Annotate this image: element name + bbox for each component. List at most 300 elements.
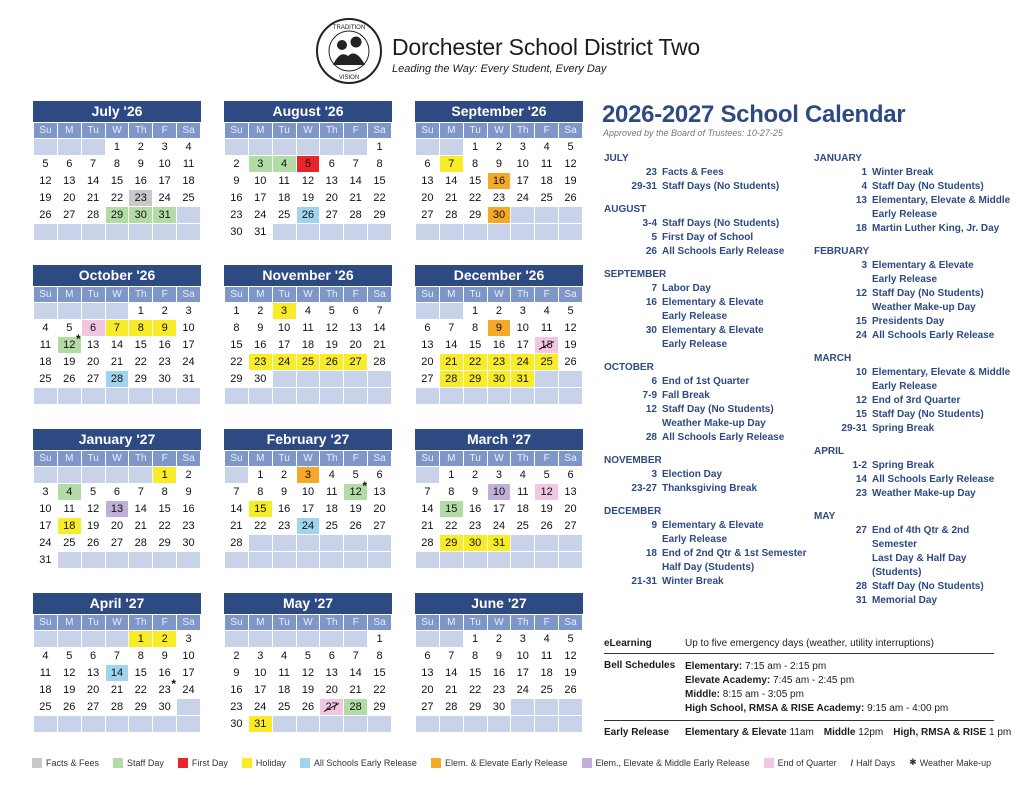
empty-cell	[559, 371, 583, 388]
weekday-header: Sa	[368, 451, 392, 467]
day-cell: 21	[439, 190, 463, 207]
event-date: 7-9	[642, 390, 657, 401]
month-calendar	[415, 101, 583, 241]
empty-cell	[439, 631, 463, 648]
early-school: Elementary & Elevate	[685, 727, 787, 738]
weekday-header: F	[535, 287, 559, 303]
empty-cell	[177, 224, 201, 241]
legend-swatch	[32, 758, 42, 768]
day-cell: 15	[368, 173, 392, 190]
day-cell: 13	[344, 320, 368, 337]
month-title: March '27	[415, 429, 583, 450]
event-item	[604, 338, 809, 352]
empty-cell	[177, 388, 201, 405]
empty-cell	[320, 224, 344, 241]
day-cell: 4	[272, 648, 296, 665]
empty-cell	[344, 371, 368, 388]
event-date: 3	[861, 260, 867, 271]
weekday-header: Th	[511, 615, 535, 631]
day-cell: 5	[296, 156, 320, 173]
day-cell: 24	[511, 190, 535, 207]
day-cell: 3	[272, 303, 296, 320]
legend-item	[178, 758, 228, 768]
day-cell: 31	[153, 207, 177, 224]
day-cell: 10	[511, 156, 535, 173]
day-cell: 14	[81, 173, 105, 190]
event-item	[814, 524, 1014, 552]
weekday-header: Th	[320, 615, 344, 631]
event-date: 12	[645, 404, 657, 415]
event-date: 26	[645, 246, 657, 257]
empty-cell	[34, 467, 58, 484]
empty-cell	[272, 139, 296, 156]
empty-cell	[368, 388, 392, 405]
day-cell: 10	[153, 156, 177, 173]
day-cell: 15	[225, 337, 249, 354]
month-table	[224, 122, 392, 241]
month-calendar	[33, 265, 201, 405]
empty-cell	[511, 716, 535, 733]
event-text: Labor Day	[662, 283, 711, 294]
day-cell: 18	[34, 354, 58, 371]
event-text: Last Day & Half Day (Students)	[872, 553, 967, 578]
weekday-header: F	[344, 451, 368, 467]
empty-cell	[105, 631, 129, 648]
day-cell: 10	[487, 484, 511, 501]
day-cell: 8	[463, 156, 487, 173]
empty-cell	[535, 371, 559, 388]
empty-cell	[320, 139, 344, 156]
event-text: Early Release	[872, 209, 938, 220]
event-item	[604, 231, 809, 245]
month-table	[224, 286, 392, 405]
elearning-label: eLearning	[604, 638, 652, 649]
event-item	[604, 324, 809, 338]
day-cell: 8	[368, 156, 392, 173]
day-cell: 3	[34, 484, 58, 501]
day-cell: 24	[487, 518, 511, 535]
day-cell: 23	[463, 518, 487, 535]
empty-cell	[463, 716, 487, 733]
day-cell: 4	[320, 467, 344, 484]
empty-cell	[81, 552, 105, 569]
day-cell: 12	[559, 320, 583, 337]
day-cell: 21	[439, 354, 463, 371]
day-cell: 30	[248, 371, 272, 388]
day-cell: 9	[272, 484, 296, 501]
day-cell: 17	[34, 518, 58, 535]
day-cell: 26	[296, 207, 320, 224]
event-text: Staff Days (No Students)	[662, 181, 780, 192]
event-text: Weather Make-up Day	[872, 302, 976, 313]
early-school: Middle	[823, 727, 856, 738]
day-cell: 23	[177, 518, 201, 535]
day-cell: 1	[463, 303, 487, 320]
legend-swatch	[582, 758, 592, 768]
event-date: 21-31	[631, 576, 657, 587]
event-item	[604, 468, 809, 482]
event-section-title: MAY	[814, 511, 836, 522]
legend-label: Facts & Fees	[46, 757, 100, 768]
day-cell: 1	[248, 467, 272, 484]
legend-swatch	[242, 758, 252, 768]
bell-schedules-row	[604, 660, 994, 716]
event-text: Staff Day (No Students)	[872, 581, 984, 592]
day-cell: 8	[129, 320, 153, 337]
event-item	[604, 417, 809, 431]
day-cell: 14	[416, 501, 440, 518]
weekday-header: M	[439, 123, 463, 139]
weekday-header: Su	[225, 451, 249, 467]
day-cell: 25	[34, 371, 58, 388]
empty-cell	[559, 552, 583, 569]
event-section-title: JULY	[604, 153, 629, 164]
empty-cell	[153, 716, 177, 733]
day-cell: 19	[296, 190, 320, 207]
day-cell: 18	[320, 501, 344, 518]
day-cell: 26	[81, 535, 105, 552]
day-cell: 28	[81, 207, 105, 224]
day-cell: 9	[153, 648, 177, 665]
event-date: 12	[855, 288, 867, 299]
day-cell: 27	[416, 371, 440, 388]
day-cell: 5	[296, 648, 320, 665]
empty-cell	[535, 716, 559, 733]
day-cell: 16	[487, 337, 511, 354]
day-cell: 12	[559, 648, 583, 665]
event-date: 14	[855, 474, 867, 485]
empty-cell	[368, 716, 392, 733]
day-cell: 11	[272, 665, 296, 682]
day-cell: 11	[272, 173, 296, 190]
weekday-header: M	[57, 451, 81, 467]
legend-label: End of Quarter	[777, 757, 837, 768]
event-item	[604, 389, 809, 403]
day-cell: 30	[177, 535, 201, 552]
day-cell: 14	[344, 173, 368, 190]
day-cell: 7	[344, 156, 368, 173]
empty-cell	[129, 224, 153, 241]
day-cell: 8	[368, 648, 392, 665]
empty-cell	[320, 371, 344, 388]
month-calendar	[33, 429, 201, 569]
event-item	[604, 561, 809, 575]
weekday-header: Tu	[81, 451, 105, 467]
event-item	[814, 287, 1014, 301]
weekday-header: Tu	[272, 451, 296, 467]
empty-cell	[296, 535, 320, 552]
event-text: Early Release	[662, 339, 728, 350]
district-seal-logo	[316, 18, 382, 84]
day-cell: 14	[129, 501, 153, 518]
early-release-label: Early Release	[604, 727, 670, 738]
weekday-header: Tu	[81, 615, 105, 631]
empty-cell	[272, 716, 296, 733]
month-calendar	[224, 593, 392, 733]
event-item	[814, 394, 1014, 408]
event-date: 23	[855, 488, 867, 499]
weekday-header: W	[487, 615, 511, 631]
event-date: 5	[651, 232, 657, 243]
event-text: All Schools Early Release	[662, 432, 785, 443]
empty-cell	[320, 535, 344, 552]
empty-cell	[81, 716, 105, 733]
day-cell: 4	[296, 303, 320, 320]
empty-cell	[439, 303, 463, 320]
day-cell: 30	[487, 371, 511, 388]
weekday-header: F	[153, 451, 177, 467]
empty-cell	[57, 716, 81, 733]
weekday-header: W	[487, 451, 511, 467]
day-cell: 13	[320, 173, 344, 190]
month-table	[415, 614, 583, 733]
day-cell: 2	[129, 139, 153, 156]
day-cell: 19	[559, 173, 583, 190]
empty-cell	[177, 207, 201, 224]
empty-cell	[105, 388, 129, 405]
day-cell: 13	[416, 337, 440, 354]
day-cell: 22	[129, 354, 153, 371]
weekday-header: Tu	[463, 451, 487, 467]
weekday-header: Tu	[272, 123, 296, 139]
day-cell: 19	[57, 682, 81, 699]
event-date	[604, 561, 662, 575]
day-cell: 7	[225, 484, 249, 501]
day-cell: 22	[368, 190, 392, 207]
empty-cell	[296, 224, 320, 241]
weekday-header: Sa	[368, 287, 392, 303]
day-cell: 13	[559, 484, 583, 501]
event-item	[814, 259, 1014, 273]
day-cell: 8	[463, 320, 487, 337]
day-cell: 19	[34, 190, 58, 207]
day-cell: 21	[105, 354, 129, 371]
day-cell: 29	[463, 371, 487, 388]
day-cell: 1	[129, 303, 153, 320]
empty-cell	[34, 224, 58, 241]
event-text: Spring Break	[872, 460, 935, 471]
day-cell: 22	[463, 190, 487, 207]
day-cell: 9	[153, 320, 177, 337]
weekday-header: F	[344, 287, 368, 303]
month-calendar	[415, 429, 583, 569]
day-cell: 2	[225, 648, 249, 665]
day-cell: 29	[439, 535, 463, 552]
day-cell: 18	[535, 173, 559, 190]
day-cell: 30	[225, 716, 249, 733]
day-cell: 22	[153, 518, 177, 535]
day-cell: 24	[248, 699, 272, 716]
day-cell: 26	[559, 354, 583, 371]
day-cell: 27	[57, 207, 81, 224]
day-cell: 17	[248, 682, 272, 699]
event-item	[814, 487, 1014, 501]
elearning-text: Up to five emergency days (weather, utility interruptions)	[685, 638, 934, 649]
day-cell: 16	[225, 190, 249, 207]
day-cell: 16	[225, 682, 249, 699]
day-cell: 1	[463, 631, 487, 648]
empty-cell	[272, 552, 296, 569]
day-cell: 2	[153, 631, 177, 648]
empty-cell	[487, 388, 511, 405]
day-cell: 23	[153, 354, 177, 371]
event-date	[604, 310, 662, 324]
event-date	[814, 208, 872, 222]
empty-cell	[416, 716, 440, 733]
day-cell: 16	[487, 173, 511, 190]
day-cell: 16	[129, 173, 153, 190]
day-cell: 12	[559, 156, 583, 173]
day-cell: 28	[129, 535, 153, 552]
empty-cell	[57, 139, 81, 156]
event-section	[604, 506, 809, 589]
day-cell: 14	[105, 665, 129, 682]
weekday-header: Su	[34, 615, 58, 631]
day-cell: * 12	[57, 337, 81, 354]
event-item	[604, 431, 809, 445]
event-item	[604, 166, 809, 180]
day-cell: 7	[416, 484, 440, 501]
day-cell: 15	[153, 501, 177, 518]
empty-cell	[153, 224, 177, 241]
bell-school: Elementary:	[685, 661, 743, 672]
day-cell: 2	[177, 467, 201, 484]
empty-cell	[511, 552, 535, 569]
day-cell: 1	[368, 631, 392, 648]
empty-cell	[320, 552, 344, 569]
day-cell: 20	[559, 501, 583, 518]
bell-time: 8:15 am - 3:05 pm	[720, 689, 804, 700]
day-cell: 8	[248, 484, 272, 501]
day-cell: 24	[34, 535, 58, 552]
empty-cell	[416, 552, 440, 569]
event-date: 9	[651, 520, 657, 531]
empty-cell	[296, 139, 320, 156]
day-cell: 29	[463, 699, 487, 716]
empty-cell	[487, 552, 511, 569]
legend-item	[851, 758, 896, 768]
legend-symbol: ✱	[909, 757, 917, 767]
day-cell: 24	[296, 518, 320, 535]
day-cell: 5	[559, 631, 583, 648]
weekday-header: F	[535, 615, 559, 631]
day-cell: 27	[81, 371, 105, 388]
day-cell: 27	[416, 699, 440, 716]
weekday-header: Sa	[559, 287, 583, 303]
event-text: Memorial Day	[872, 595, 938, 606]
weekday-header: M	[57, 123, 81, 139]
day-cell: 15	[463, 173, 487, 190]
weekday-header: F	[535, 123, 559, 139]
early-release-item	[824, 727, 883, 738]
legend-swatch	[431, 758, 441, 768]
day-cell: 10	[177, 320, 201, 337]
day-cell: 9	[487, 320, 511, 337]
empty-cell	[296, 631, 320, 648]
day-cell: 2	[463, 467, 487, 484]
day-cell: 28	[225, 535, 249, 552]
empty-cell	[105, 552, 129, 569]
weekday-header: Tu	[81, 123, 105, 139]
bell-school: High School, RMSA & RISE Academy:	[685, 703, 865, 714]
weekday-header: W	[296, 615, 320, 631]
day-cell: 4	[535, 631, 559, 648]
event-item	[814, 166, 1014, 180]
day-cell: 1	[225, 303, 249, 320]
day-cell: 8	[463, 648, 487, 665]
day-cell: 24	[511, 682, 535, 699]
weekday-header: Th	[511, 451, 535, 467]
day-cell: 3	[153, 139, 177, 156]
event-date: 24	[855, 330, 867, 341]
event-item	[814, 380, 1014, 394]
event-date: 30	[645, 325, 657, 336]
bell-schedule-item	[685, 688, 948, 702]
day-cell: 14	[344, 665, 368, 682]
legend	[32, 757, 992, 768]
day-cell: 28	[416, 535, 440, 552]
day-cell: 3	[248, 648, 272, 665]
day-cell: 24	[177, 354, 201, 371]
day-cell: 6	[368, 467, 392, 484]
event-section-title: SEPTEMBER	[604, 269, 667, 280]
day-cell: 17	[511, 173, 535, 190]
day-cell: 7	[105, 648, 129, 665]
empty-cell	[535, 224, 559, 241]
empty-cell	[535, 535, 559, 552]
weekday-header: Su	[416, 451, 440, 467]
day-cell: 17	[296, 501, 320, 518]
empty-cell	[129, 716, 153, 733]
empty-cell	[487, 224, 511, 241]
event-item	[604, 180, 809, 194]
event-item	[814, 180, 1014, 194]
event-text: Thanksgiving Break	[662, 483, 758, 494]
weekday-header: M	[248, 615, 272, 631]
legend-label: Staff Day	[127, 757, 164, 768]
weekday-header: Su	[225, 615, 249, 631]
day-cell: 6	[81, 320, 105, 337]
month-calendar	[224, 429, 392, 569]
empty-cell	[439, 224, 463, 241]
month-calendar	[224, 265, 392, 405]
legend-item	[582, 758, 750, 768]
day-cell: 9	[487, 156, 511, 173]
event-text: End of 3rd Quarter	[872, 395, 961, 406]
day-cell: 3	[511, 139, 535, 156]
event-date: 4	[861, 181, 867, 192]
event-date: 1-2	[852, 460, 867, 471]
event-item	[604, 403, 809, 417]
day-cell: 28	[439, 371, 463, 388]
day-cell: 14	[105, 337, 129, 354]
event-date: 3-4	[642, 218, 657, 229]
weekday-header: Th	[320, 451, 344, 467]
day-cell: 5	[320, 303, 344, 320]
day-cell: 10	[511, 648, 535, 665]
event-section-title: DECEMBER	[604, 506, 662, 517]
day-cell: 4	[511, 467, 535, 484]
day-cell: 2	[248, 303, 272, 320]
empty-cell	[81, 303, 105, 320]
day-cell: 12	[57, 665, 81, 682]
day-cell: 21	[105, 682, 129, 699]
day-cell: 6	[344, 303, 368, 320]
weekday-header: Sa	[177, 451, 201, 467]
day-cell: 9	[487, 648, 511, 665]
day-cell: 15	[439, 501, 463, 518]
day-cell: 15	[129, 337, 153, 354]
